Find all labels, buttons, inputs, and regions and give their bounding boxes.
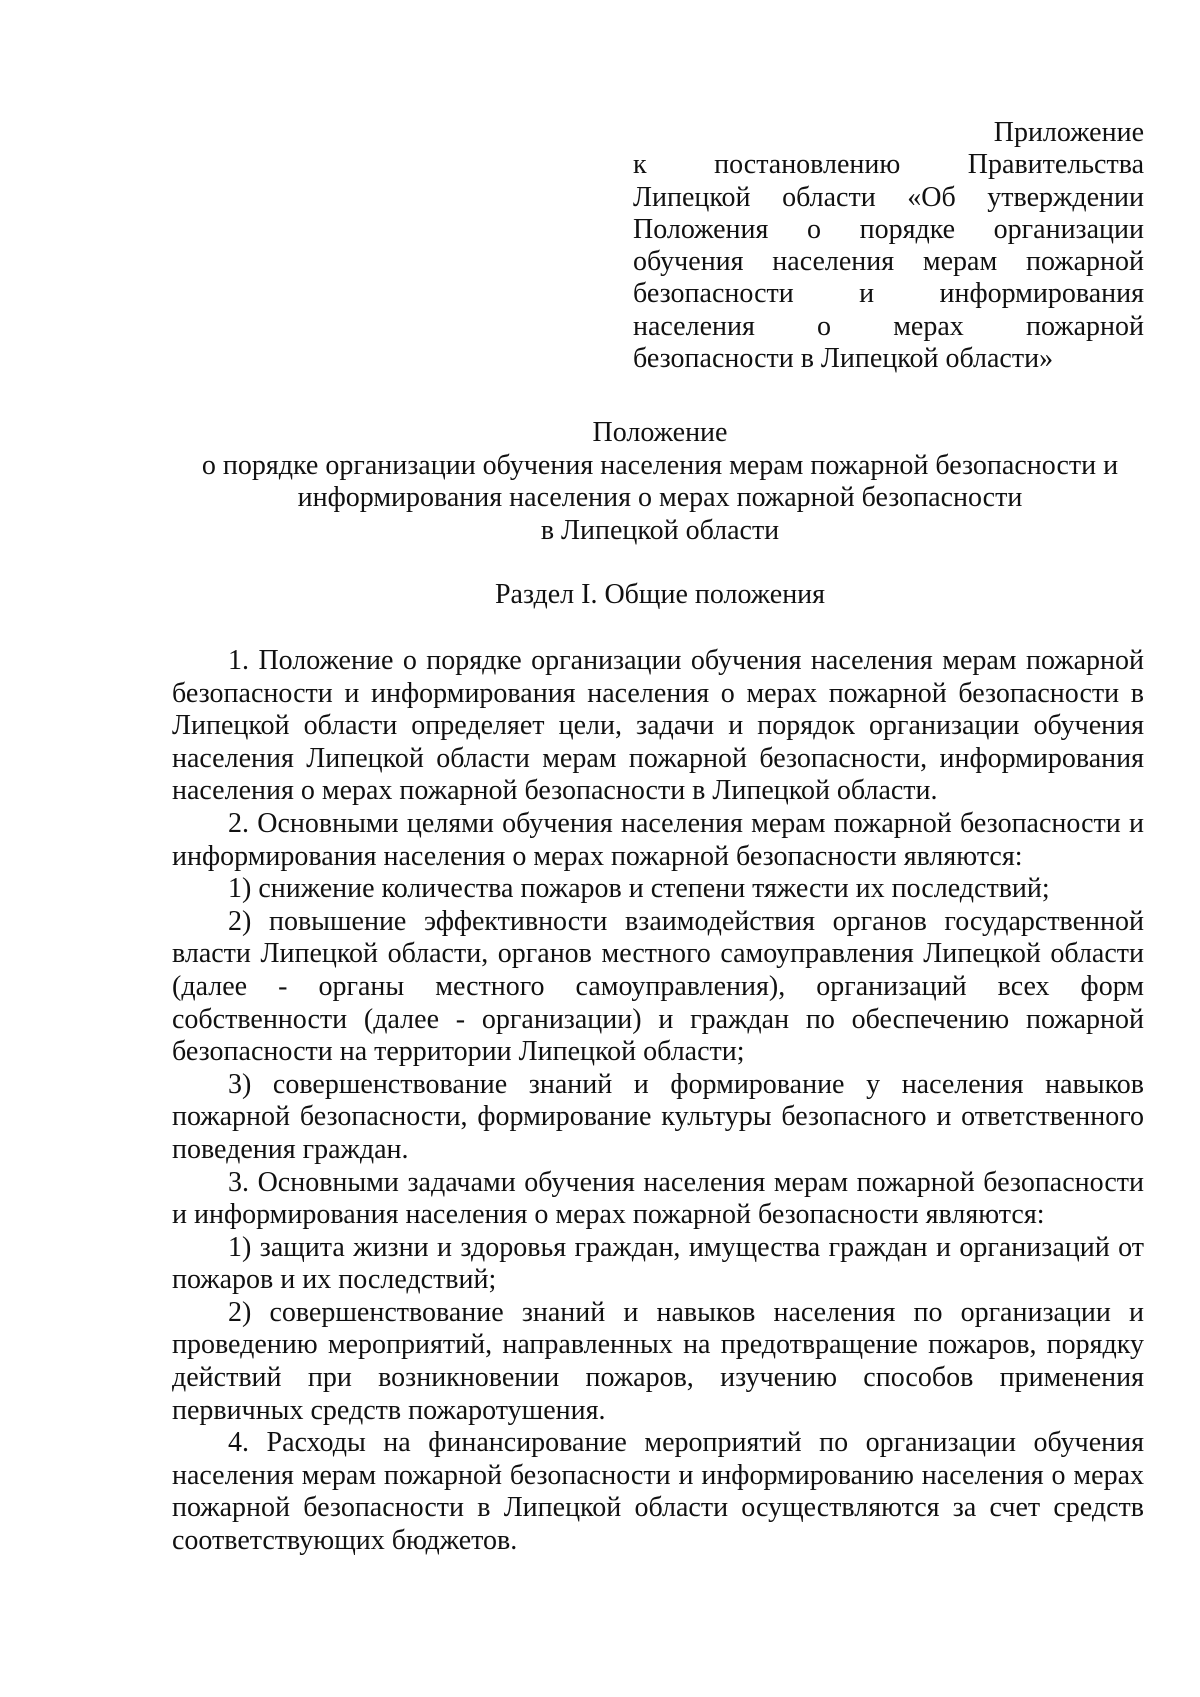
paragraph: 3. Основными задачами обучения населения мерам пожарной безопасности и информирования населения о мерах пожарной безопасности являются: — [172, 1166, 1144, 1231]
paragraph: 4. Расходы на финансирование мероприятий по организации обучения населения мерам пожарной безопасности и информированию населения о мерах пожарной безопасности в Липецкой области осуществляются за счет средств соответствующих бюджетов. — [172, 1427, 1144, 1557]
appendix-text: к постановлению Правительства Липецкой области «Об утверждении Положения о порядке организации обучения населения мерам пожарной безопасности и информирования населения о мерах пожарной безопасности в Липецкой области» — [633, 149, 1144, 375]
appendix-block — [633, 117, 1144, 375]
appendix-label: Приложение — [993, 117, 1144, 148]
document-title-line: в Липецкой области — [540, 514, 780, 546]
paragraph: 1) снижение количества пожаров и степени тяжести их последствий; — [228, 873, 1050, 905]
section-title: Раздел I. Общие положения — [494, 579, 826, 610]
document-body — [172, 645, 1144, 1558]
paragraph: 2. Основными целями обучения населения мерам пожарной безопасности и информирования населения о мерах пожарной безопасности являются: — [172, 807, 1144, 872]
paragraph: 1. Положение о порядке организации обучения населения мерам пожарной безопасности и информирования населения о мерах пожарной безопасности в Липецкой области определяет цели, задачи и порядок организации обучения населения Липецкой области мерам пожарной безопасности, информирования населения о мерах пожарной безопасности в Липецкой области. — [172, 645, 1144, 807]
document-title — [150, 417, 1170, 547]
document-title-line: информирования населения о мерах пожарной безопасности — [297, 482, 1023, 513]
paragraph: 3) совершенствование знаний и формирование у населения навыков пожарной безопасности, формирование культуры безопасного и ответственного поведения граждан. — [172, 1068, 1144, 1165]
paragraph: 1) защита жизни и здоровья граждан, имущества граждан и организаций от пожаров и их последствий; — [172, 1231, 1144, 1296]
paragraph: 2) повышение эффективности взаимодействия органов государственной власти Липецкой области, органов местного самоуправления Липецкой области (далее - органы местного самоуправления), организаций всех форм собственности (далее - организации) и граждан по обеспечению пожарной безопасности на территории Липецкой области; — [172, 905, 1144, 1068]
document-title-line: о порядке организации обучения населения мерам пожарной безопасности и — [201, 449, 1119, 481]
paragraph: 2) совершенствование знаний и навыков населения по организации и проведению мероприятий, направленных на предотвращение пожаров, порядку действий при возникновении пожаров, изучению способов применения первичных средств пожаротушения. — [172, 1296, 1144, 1426]
document-title-line: Положение — [592, 417, 728, 448]
